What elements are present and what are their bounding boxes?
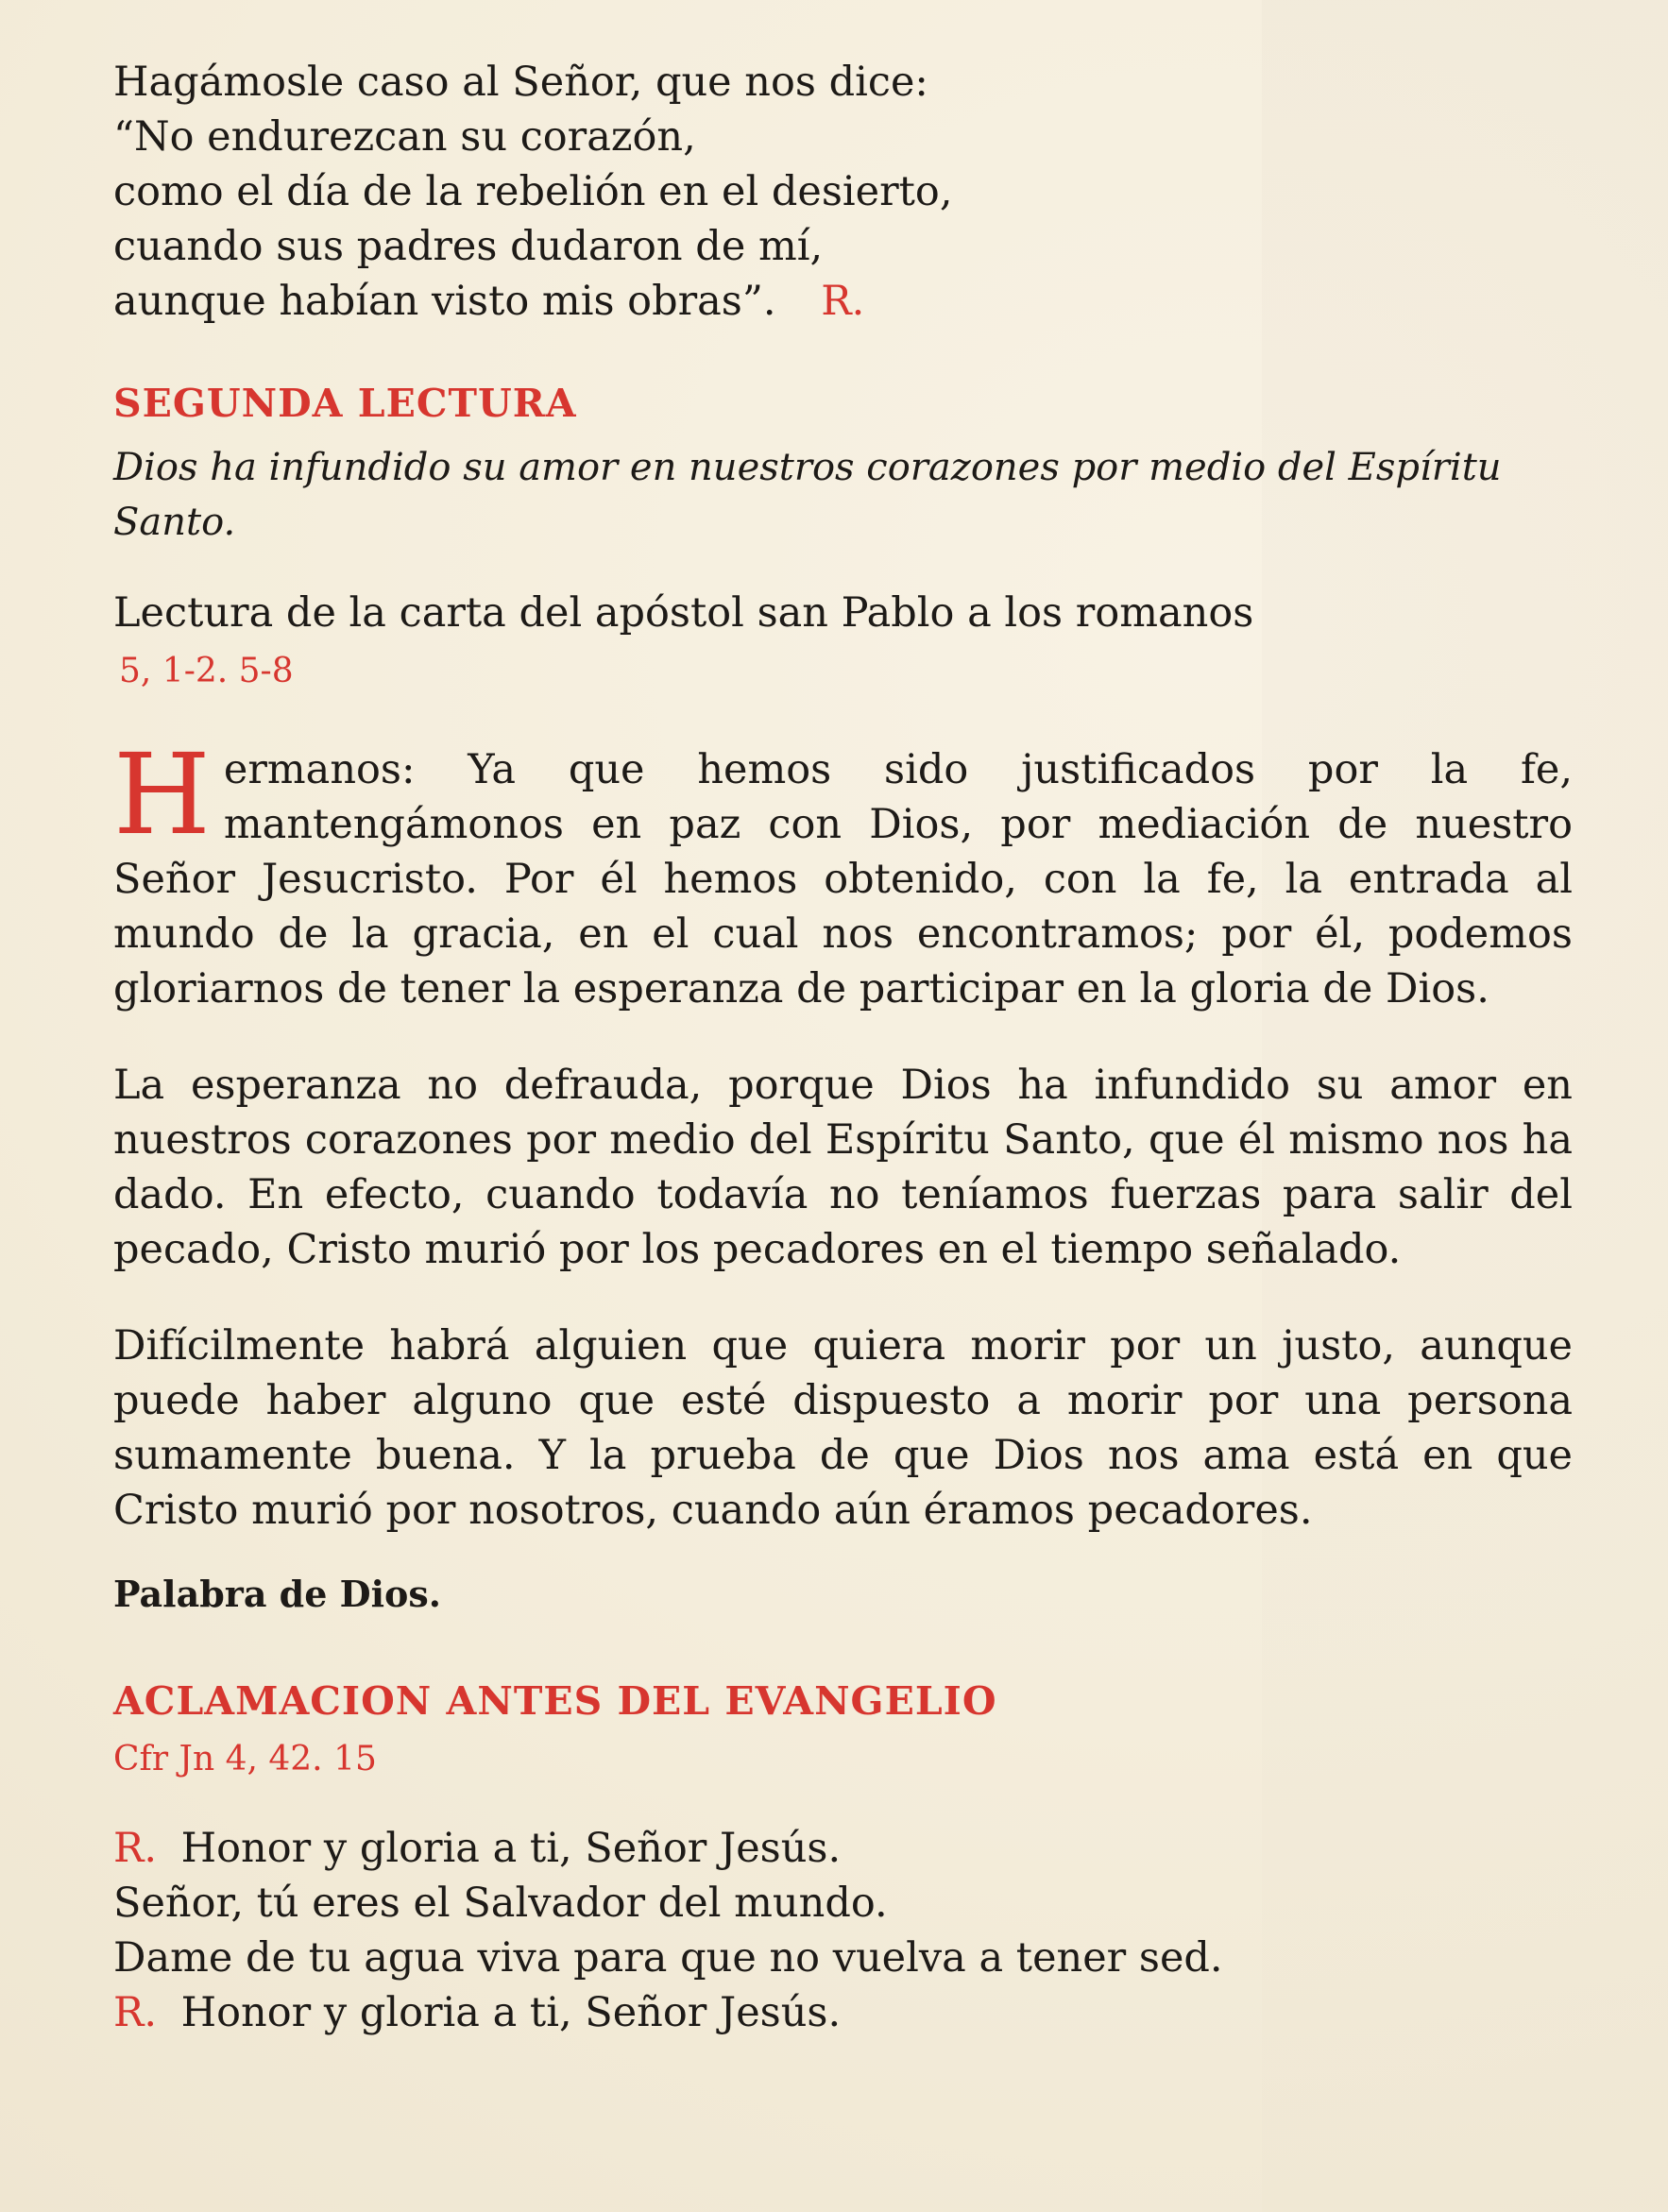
second-reading-subtitle: Dios ha infundido su amor en nuestros corazones por medio del Espíritu Santo. bbox=[113, 446, 1502, 544]
psalm-excerpt bbox=[113, 55, 1577, 329]
page-content bbox=[113, 55, 1577, 2040]
acclamation-section bbox=[113, 1677, 1577, 2040]
acclamation-reference: Cfr Jn 4, 42. 15 bbox=[113, 1740, 377, 1778]
acclamation-line-4 bbox=[113, 1985, 1577, 2040]
paragraph-1-text: ermanos: Ya que hemos sido justificados por la fe, mantengámonos en paz con Dios, por mediación de nuestro Señor Jesucristo. Por él hemos obtenido, con la fe, la entrada al mundo de la gracia, en el cual nos encontramos; por él, podemos gloriarnos de tener la esperanza de participar en la gloria de Dios. bbox=[113, 746, 1573, 1012]
second-reading-section bbox=[113, 380, 1577, 1619]
second-reading-paragraph-2: La esperanza no defrauda, porque Dios ha infundido su amor en nuestros corazones por medio del Espíritu Santo, que él mismo nos ha dado. En efecto, cuando todavía no teníamos fuerzas para salir del pecado, Cristo murió por los pecadores en el tiempo señalado. bbox=[113, 1062, 1573, 1273]
second-reading-intro: Lectura de la carta del apóstol san Pablo a los romanos bbox=[113, 589, 1254, 637]
acclamation-line-3: Dame de tu agua viva para que no vuelva a tener sed. bbox=[113, 1934, 1223, 1982]
psalm-line-2: “No endurezcan su corazón, bbox=[113, 113, 696, 161]
psalm-line-5 bbox=[113, 274, 1577, 329]
acclamation-text-4: Honor y gloria a ti, Señor Jesús. bbox=[180, 1989, 842, 2036]
acclamation-line-1 bbox=[113, 1821, 1577, 1876]
psalm-response-marker: R. bbox=[821, 278, 865, 325]
second-reading-paragraph-1 bbox=[113, 729, 1573, 1016]
second-reading-heading: SEGUNDA LECTURA bbox=[113, 381, 577, 426]
psalm-line-3: como el día de la rebelión en el desierto, bbox=[113, 168, 953, 215]
psalm-line-1: Hagámosle caso al Señor, que nos dice: bbox=[113, 59, 928, 106]
response-label-1: R. bbox=[113, 1825, 158, 1872]
response-label-2: R. bbox=[113, 1989, 158, 2036]
acclamation-heading: ACLAMACION ANTES DEL EVANGELIO bbox=[113, 1678, 997, 1724]
second-reading-paragraph-3: Difícilmente habrá alguien que quiera morir por un justo, aunque puede haber alguno que esté dispuesto a morir por una persona sumamente buena. Y la prueba de que Dios nos ama está en que Cristo murió por nosotros, cuando aún éramos pecadores. bbox=[113, 1322, 1573, 1534]
acclamation-text-1: Honor y gloria a ti, Señor Jesús. bbox=[180, 1825, 842, 1872]
acclamation-line-2: Señor, tú eres el Salvador del mundo. bbox=[113, 1880, 888, 1927]
psalm-line-5-text: aunque habían visto mis obras”. bbox=[113, 278, 776, 325]
second-reading-reference: 5, 1-2. 5-8 bbox=[119, 652, 294, 690]
dropcap-letter: H bbox=[113, 729, 211, 859]
reading-closing: Palabra de Dios. bbox=[113, 1573, 442, 1615]
psalm-line-4: cuando sus padres dudaron de mí, bbox=[113, 223, 824, 270]
